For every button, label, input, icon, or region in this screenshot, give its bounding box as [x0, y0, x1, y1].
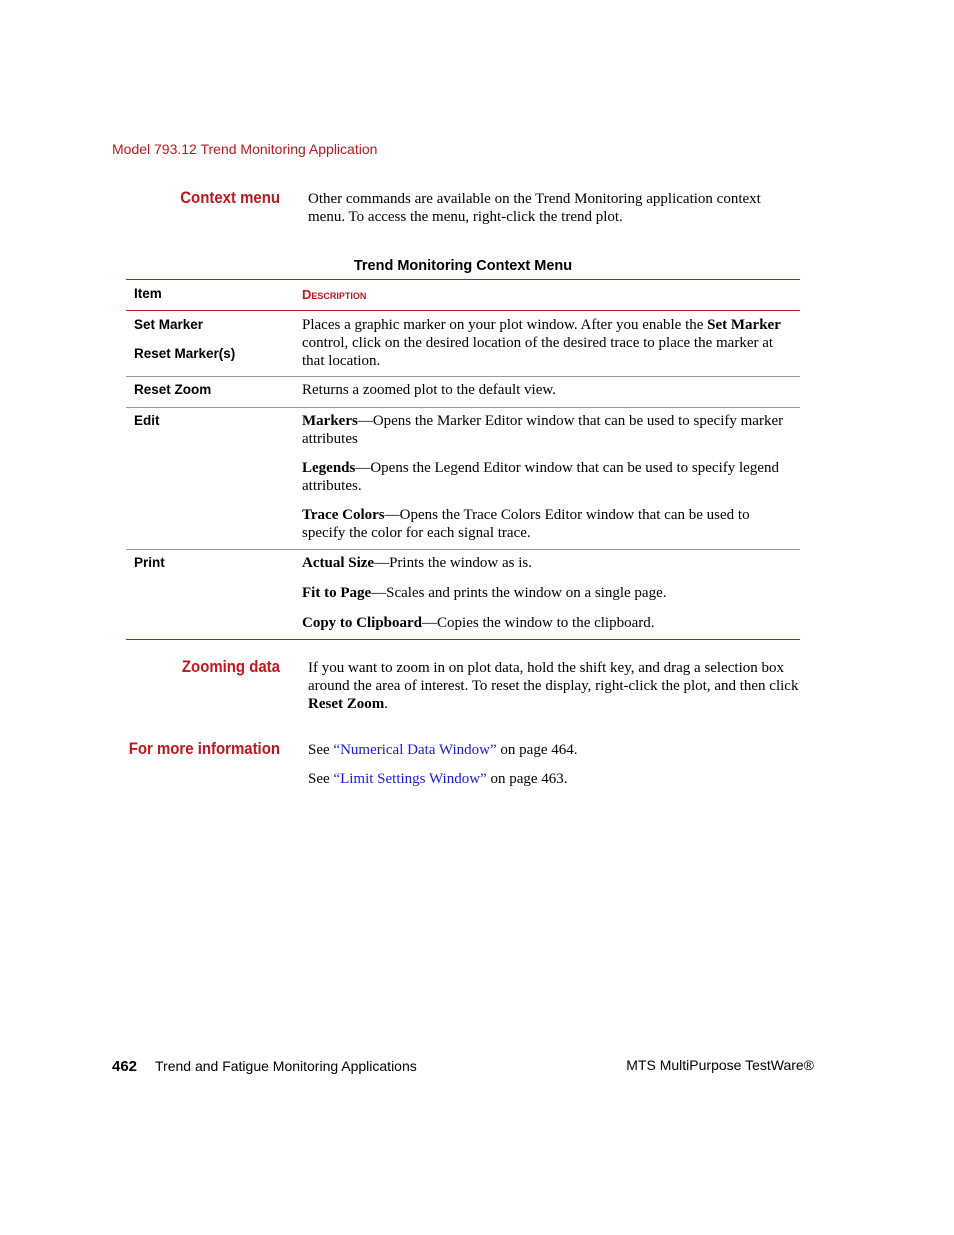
desc-bold: Fit to Page — [302, 585, 372, 601]
row-desc-reset-zoom — [302, 381, 792, 399]
desc-bold: Copy to Clipboard — [302, 615, 423, 631]
row-item-print: Print — [134, 555, 165, 570]
context-menu-intro-text: Other commands are available on the Trend Monitoring application context menu. To access the menu, right-click the trend plot. — [308, 191, 761, 225]
page-ref: on page 463. — [486, 771, 568, 787]
desc-text: —Opens the Legend Editor window that can be used to specify legend attributes. — [302, 460, 779, 494]
desc-bold: Legends — [302, 460, 356, 476]
page-number: 462 — [112, 1058, 138, 1075]
desc-text: Returns a zoomed plot to the default view. — [302, 382, 556, 398]
row-item-set-marker: Set Marker — [134, 317, 204, 332]
row-desc-edit — [302, 412, 792, 542]
column-header-description: description — [302, 287, 367, 302]
context-menu-intro — [308, 190, 798, 226]
table-caption: Trend Monitoring Context Menu — [353, 258, 573, 274]
link-numerical-data-window[interactable]: “Numerical Data Window” — [333, 742, 497, 758]
see-text: See — [308, 742, 334, 758]
desc-text: —Scales and prints the window on a single page. — [371, 585, 667, 601]
row-item-reset-markers: Reset Marker(s) — [134, 346, 236, 361]
desc-text: —Prints the window as is. — [374, 555, 532, 571]
footer-product: MTS MultiPurpose TestWare® — [626, 1057, 814, 1073]
see-text: See — [308, 771, 334, 787]
desc-text: —Opens the Marker Editor window that can be used to specify marker attributes — [302, 413, 784, 447]
more-info-list — [308, 741, 798, 788]
desc-bold: Trace Colors — [302, 507, 385, 523]
row-item-edit: Edit — [134, 413, 160, 428]
row-divider — [126, 376, 800, 377]
zoom-bold: Reset Zoom — [308, 696, 385, 712]
row-desc-print — [302, 554, 792, 632]
page-ref: on page 464. — [496, 742, 578, 758]
desc-bold: Markers — [302, 413, 358, 429]
zooming-data-text — [308, 659, 814, 713]
running-head: Model 793.12 Trend Monitoring Application — [112, 141, 378, 157]
desc-bold: Set Marker — [707, 317, 781, 333]
row-divider — [126, 549, 800, 550]
column-header-item: Item — [134, 286, 162, 301]
for-more-information-heading: For more information — [128, 739, 280, 758]
desc-bold: Actual Size — [302, 555, 375, 571]
desc-text: —Opens the Trace Colors Editor window that can be used to specify the color for each signal trace. — [302, 507, 750, 541]
link-limit-settings-window[interactable]: “Limit Settings Window” — [333, 771, 487, 787]
zoom-text: If you want to zoom in on plot data, hold the shift key, and drag a selection box around the area of interest. To reset the display, right-click the plot, and then click — [308, 660, 799, 694]
row-divider — [126, 407, 800, 408]
desc-text: —Copies the window to the clipboard. — [422, 615, 655, 631]
desc-text: control, click on the desired location of the desired trace to place the marker at that location. — [302, 335, 774, 369]
row-item-reset-zoom: Reset Zoom — [134, 382, 212, 397]
table-top-rule — [126, 279, 800, 280]
table-header-rule — [126, 310, 800, 311]
desc-text: Places a graphic marker on your plot window. After you enable the — [302, 317, 708, 333]
row-desc-set-marker — [302, 316, 792, 370]
table-bottom-rule — [126, 639, 800, 640]
zooming-data-heading: Zooming data — [181, 657, 280, 676]
context-menu-heading: Context menu — [180, 188, 280, 207]
zoom-end: . — [384, 696, 388, 712]
footer-chapter: Trend and Fatigue Monitoring Applications — [155, 1058, 417, 1074]
